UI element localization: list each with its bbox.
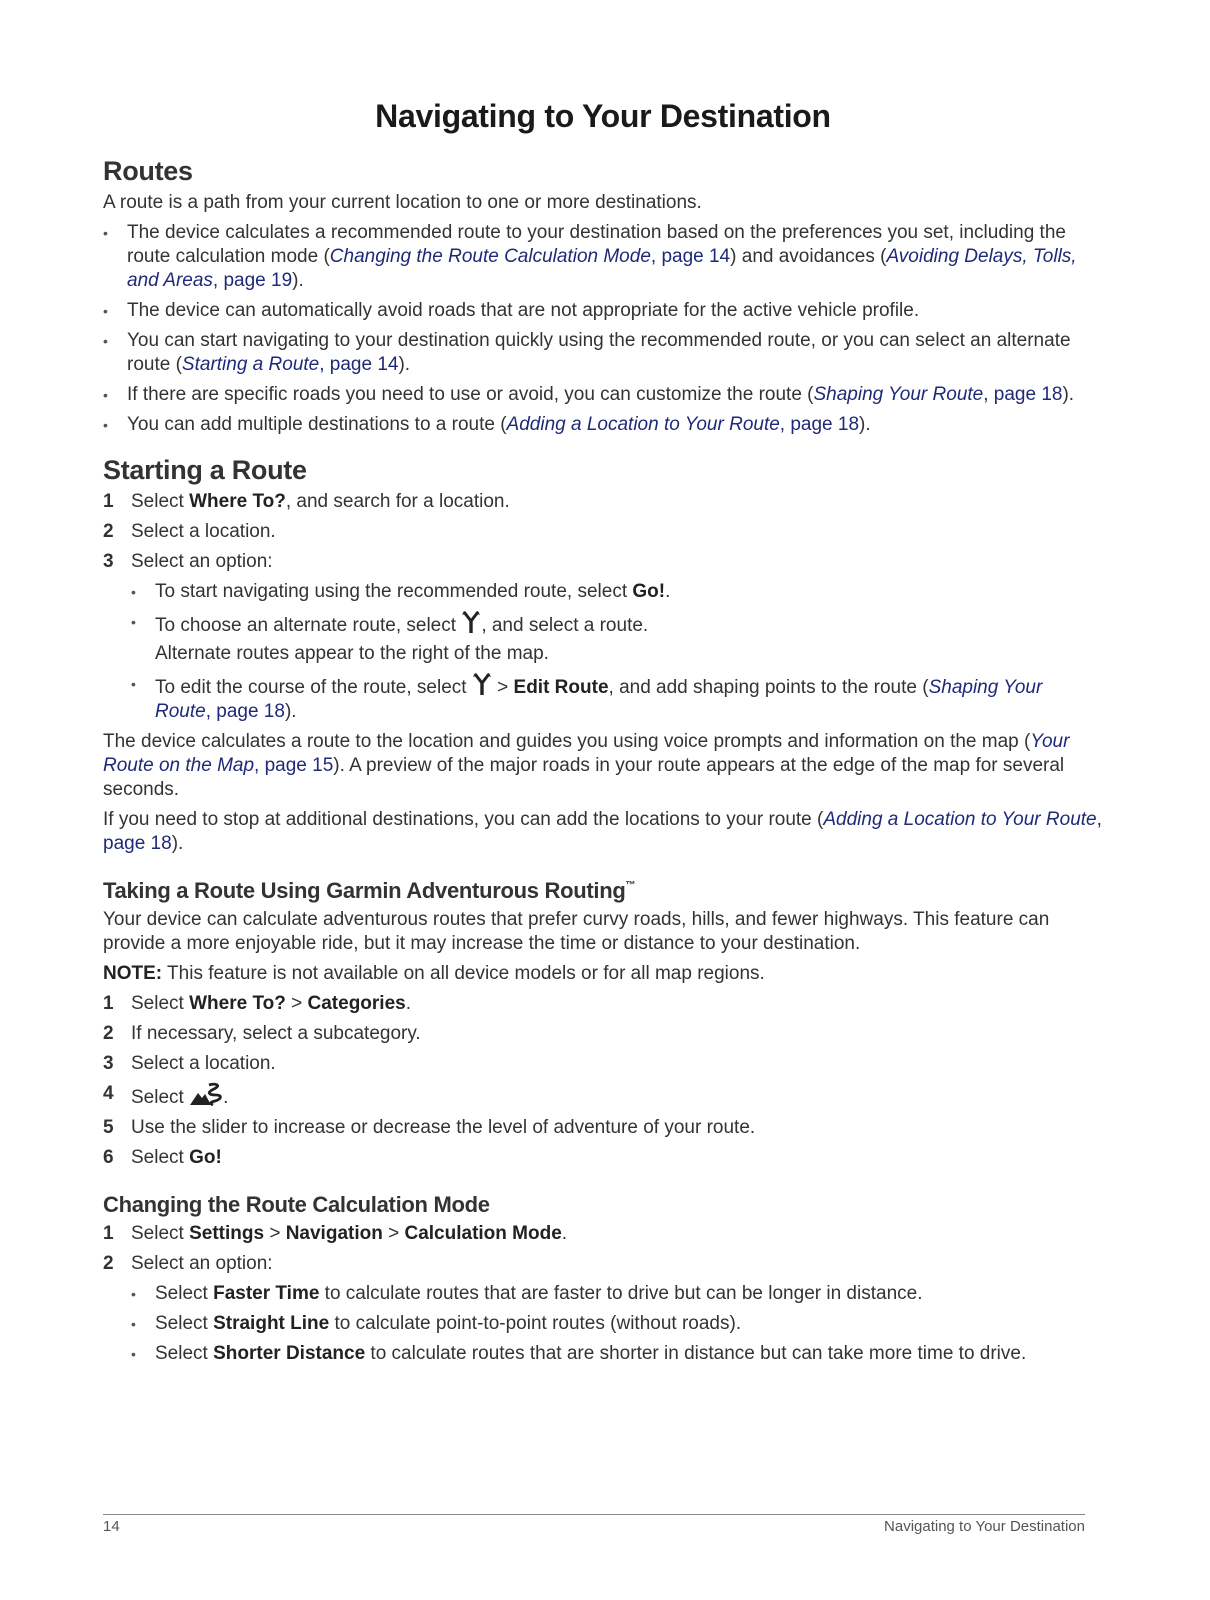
text: ). [292,270,304,291]
text: to calculate point-to-point routes (without roads). [329,1313,742,1334]
link-title: Shaping Your Route [813,384,984,405]
list-item [103,413,1103,437]
step-item [103,1116,1103,1140]
ui-term: Faster Time [213,1283,320,1304]
xref-link-shaping[interactable] [814,384,1063,405]
link-page: , page 14 [319,354,399,375]
note-label: NOTE: [103,963,163,984]
link-page: , page 18 [983,384,1063,405]
text: If necessary, select a subcategory. [131,1023,421,1044]
xref-link-starting-route[interactable] [182,354,399,375]
adventurous-steps [103,992,1103,1170]
option-list [131,580,1103,638]
text: To choose an alternate route, select [155,615,462,636]
text: . [561,1223,568,1244]
link-page: , page 19 [212,270,293,291]
text: , and select a route. [481,615,649,636]
text: to calculate routes that are faster to drive but can be longer in distance. [319,1283,923,1304]
starting-route-section [103,455,1103,856]
text: Select a location. [131,1053,276,1074]
text: . [665,581,671,602]
ui-term: Where To? [189,491,286,512]
text: To start navigating using the recommended route, select [155,581,633,602]
ui-term: Edit Route [513,677,609,698]
page-title: Navigating to Your Destination [375,98,831,134]
step-number: 5 [103,1117,114,1138]
starting-steps [103,490,1103,724]
text: Select an option: [131,551,273,572]
page-footer [103,1514,1085,1535]
step-item [103,1252,1103,1366]
option-item [131,1342,1103,1366]
text: Select [155,1283,214,1304]
option-note: Alternate routes appear to the right of the map. [155,643,549,664]
ui-term: Navigation [285,1223,383,1244]
option-item [131,1312,1103,1336]
note [103,962,1103,986]
page-number: 14 [103,1518,120,1535]
link-title: Starting a Route [181,354,320,375]
text: . [223,1087,229,1108]
text: > [491,677,514,698]
route-fork-icon [472,672,492,696]
text: To edit the course of the route, select [155,677,472,698]
step-item [103,992,1103,1016]
option-item [131,672,1103,724]
link-title: Your Route on the Map [103,731,1070,776]
routes-bullets [103,221,1103,437]
option-item [131,580,1103,604]
text: Select [131,1223,190,1244]
step-number: 3 [103,551,114,572]
text: ). [171,833,184,854]
text: > [285,993,308,1014]
text: . [405,993,411,1014]
link-page: , page 18 [103,809,1102,854]
text: to calculate routes that are shorter in distance but can take more time to drive. [365,1343,1027,1364]
link-title: Adding a Location to Your Route [506,414,780,435]
text: ). [284,701,297,722]
text: > [382,1223,405,1244]
text: ). A preview of the major roads in your route appears at the edge of the map for several seconds. [103,755,1065,800]
text: The device calculates a recommended route to your destination based on the preferences you set, including the route calculation mode ( [127,222,1066,267]
step-item [103,1222,1103,1246]
text: > [264,1223,286,1244]
text: Select a location. [131,521,276,542]
xref-link-calc-mode[interactable] [330,246,730,267]
routes-section [103,156,1103,437]
step-number: 1 [103,993,114,1014]
adventurous-section [103,878,1103,1170]
route-fork-icon [461,610,481,634]
step-item [103,490,1103,514]
list-item [103,221,1103,293]
link-title: Shaping Your Route [155,677,1043,722]
step-number: 3 [103,1053,114,1074]
text: ). [398,354,411,375]
text: , and add shaping points to the route ( [608,677,929,698]
text: You can add multiple destinations to a route ( [127,414,507,435]
step-item [103,1082,1103,1110]
link-page: , page 18 [779,414,860,435]
page-content [103,156,1103,1384]
list-item [103,383,1103,407]
text: ). [1062,384,1075,405]
ui-term: Straight Line [213,1313,330,1334]
xref-link-adding-location[interactable] [507,414,860,435]
text: Select an option: [131,1253,273,1274]
ui-term: Settings [189,1223,265,1244]
heading-text: Taking a Route Using Garmin Adventurous Routing [103,878,626,903]
step-number: 6 [103,1147,114,1168]
text: ) and avoidances ( [730,246,887,267]
calc-mode-heading: Changing the Route Calculation Mode [103,1192,490,1217]
text: The device calculates a route to the location and guides you using voice prompts and information on the map ( [103,731,1031,752]
routes-intro: A route is a path from your current location to one or more destinations. [103,192,702,213]
step-number: 2 [103,1253,114,1274]
adventurous-heading [103,878,1103,904]
step-item [103,1146,1103,1170]
step-number: 2 [103,521,114,542]
text: Select [131,1147,190,1168]
link-title: Changing the Route Calculation Mode [329,246,651,267]
calc-mode-section [103,1192,1103,1366]
link-page: , page 15 [254,755,334,776]
ui-term: Go! [632,581,666,602]
step-number: 1 [103,1223,114,1244]
step-item [103,1022,1103,1046]
link-title: Adding a Location to Your Route [823,809,1097,830]
text: You can start navigating to your destination quickly using the recommended route, or you can select an alternate route ( [127,330,1071,375]
text: This feature is not available on all device models or for all map regions. [162,963,765,984]
list-item [103,329,1103,377]
ui-term: Where To? [189,993,286,1014]
option-list [131,672,1103,724]
text: ). [859,414,871,435]
list-item: • The device can automatically avoid roads that are not appropriate for the active vehicle profile. [103,299,1103,323]
text: If you need to stop at additional destinations, you can add the locations to your route ( [103,809,824,830]
step-item [103,1052,1103,1076]
routes-heading: Routes [103,156,193,186]
option-item [131,1282,1103,1306]
text: , and search for a location. [285,491,510,512]
ui-term: Calculation Mode [404,1223,562,1244]
text: Use the slider to increase or decrease the level of adventure of your route. [131,1117,756,1138]
ui-term: Go! [189,1147,222,1168]
text: Select [131,1087,190,1108]
link-title: Avoiding Delays, Tolls, and Areas [127,246,1077,291]
text: Select [155,1313,214,1334]
calc-mode-steps [103,1222,1103,1366]
ui-term: Categories [307,993,406,1014]
footer-section-title: Navigating to Your Destination [884,1518,1085,1535]
text: Select [131,491,190,512]
text: Select [131,993,190,1014]
ui-term: Shorter Distance [213,1343,366,1364]
link-page: , page 14 [650,246,731,267]
step-number: 1 [103,491,114,512]
step-number: 4 [103,1083,114,1104]
adventurous-intro: Your device can calculate adventurous routes that prefer curvy roads, hills, and fewer highways. This feature can provide a more enjoyable ride, but it may increase the time or distance to your destination. [103,909,1050,954]
trademark: ™ [625,880,636,891]
text: If there are specific roads you need to use or avoid, you can customize the route ( [127,384,814,405]
starting-paragraph [103,730,1103,802]
option-item [131,610,1103,638]
step-item [103,550,1103,724]
starting-paragraph [103,808,1103,856]
step-number: 2 [103,1023,114,1044]
starting-route-heading: Starting a Route [103,455,307,485]
step-item [103,520,1103,544]
mountain-curvy-road-icon [189,1082,223,1106]
link-page: , page 18 [205,701,285,722]
option-list [131,1282,1103,1366]
text: Select [155,1343,214,1364]
